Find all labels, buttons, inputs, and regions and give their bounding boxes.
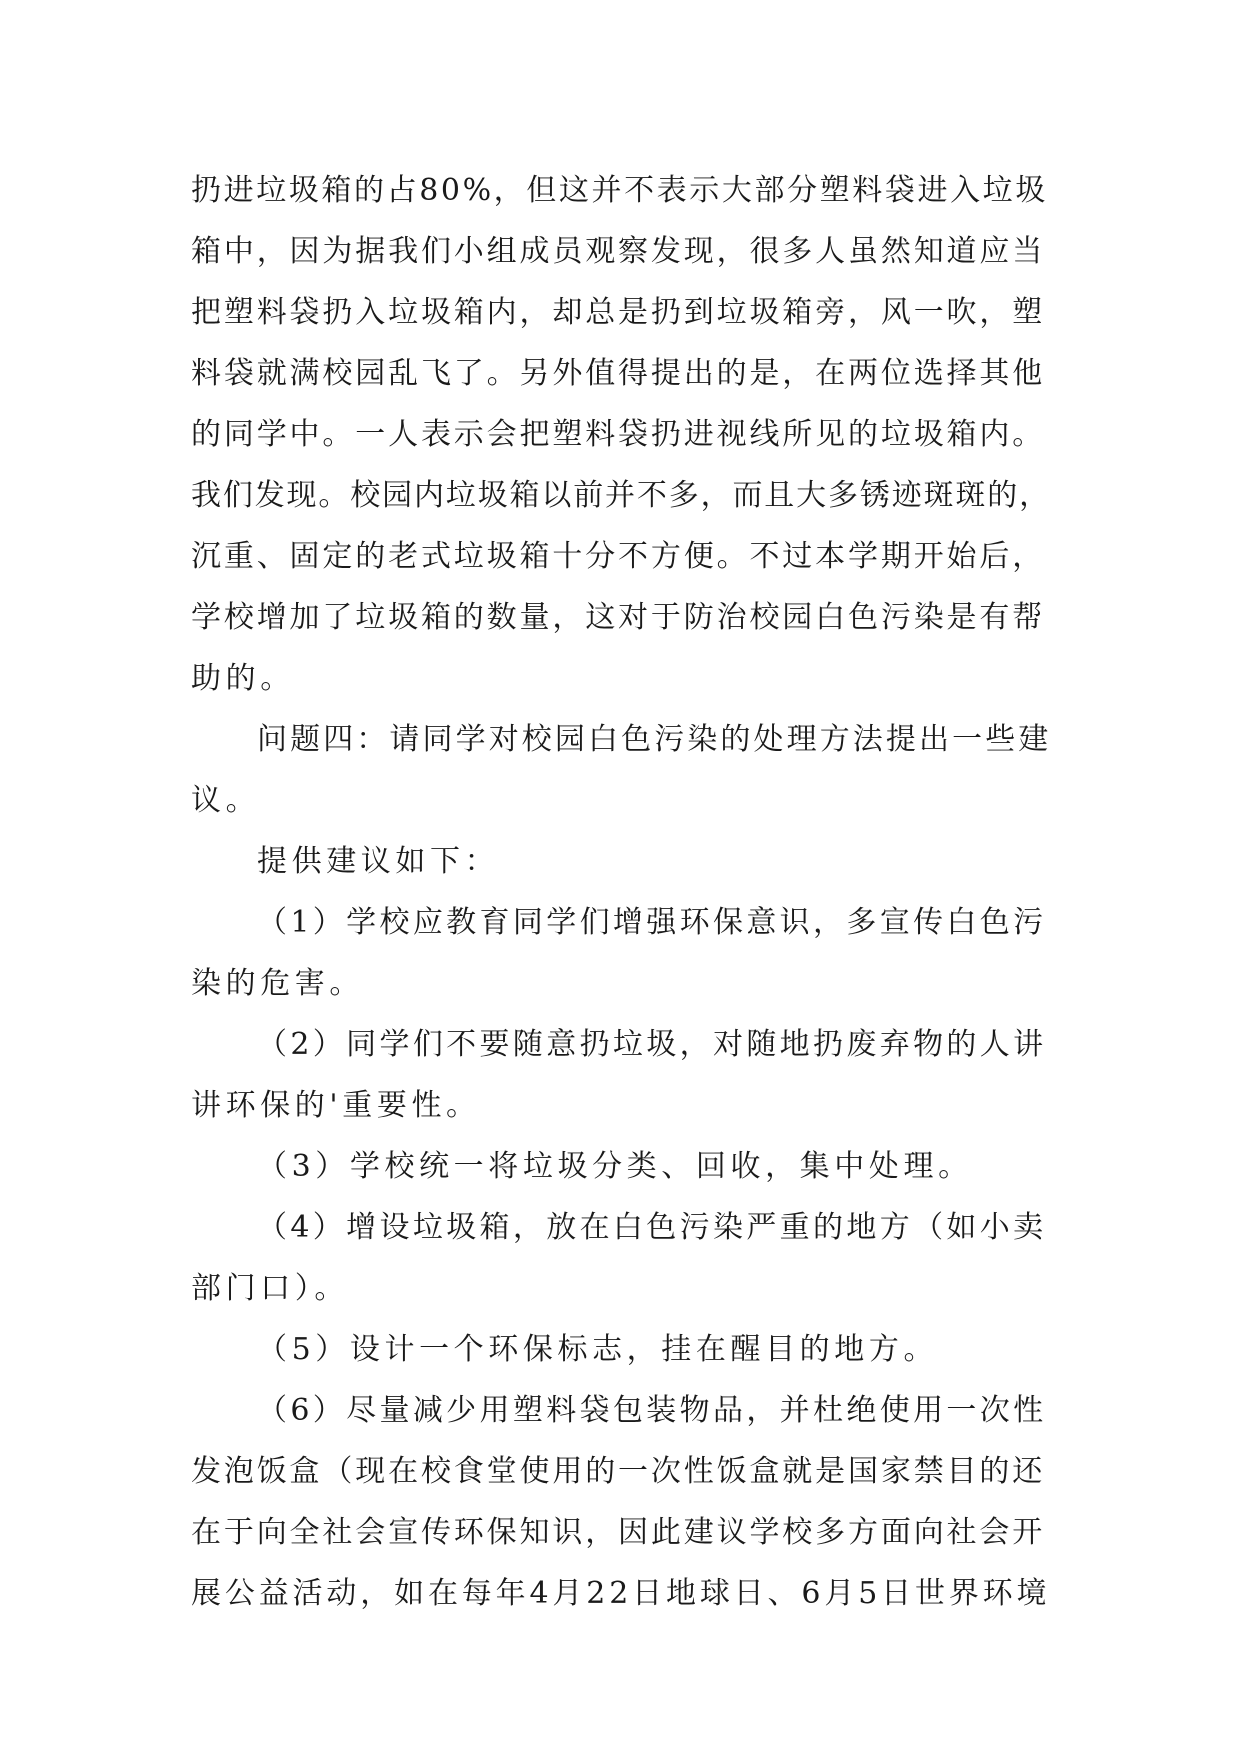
text-line: 在于向全社会宣传环保知识，因此建议学校多方面向社会开: [191, 1515, 1046, 1550]
suggestion-item: （1）学校应教育同学们增强环保意识，多宣传白色污: [257, 905, 1047, 940]
suggestion-item: （3）学校统一将垃圾分类、回收，集中处理。: [257, 1149, 973, 1184]
text-line: 箱中，因为据我们小组成员观察发现，很多人虽然知道应当: [191, 234, 1046, 269]
text-line: 染的危害。: [191, 966, 364, 1001]
text-line: 展公益活动，如在每年4月22日地球日、6月5日世界环境: [191, 1576, 1051, 1611]
suggestion-item: （4）增设垃圾箱，放在白色污染严重的地方（如小卖: [257, 1210, 1047, 1245]
text-line: 学校增加了垃圾箱的数量，这对于防治校园白色污染是有帮: [191, 600, 1046, 635]
text-line: 扔进垃圾箱的占80%，但这并不表示大部分塑料袋进入垃圾: [191, 173, 1048, 208]
text-line: 发泡饭盒（现在校食堂使用的一次性饭盒就是国家禁目的还: [191, 1454, 1046, 1489]
document-page: [191, 160, 1051, 1624]
suggestion-item: （5）设计一个环保标志，挂在醒目的地方。: [257, 1332, 939, 1367]
text-line: 我们发现。校园内垃圾箱以前并不多，而且大多锈迹斑斑的，: [191, 478, 1051, 513]
text-line: 沉重、固定的老式垃圾箱十分不方便。不过本学期开始后，: [191, 539, 1046, 574]
text-line: 部门口）。: [191, 1271, 349, 1306]
text-line: 助的。: [191, 661, 295, 696]
text-line: 的同学中。一人表示会把塑料袋扔进视线所见的垃圾箱内。: [191, 417, 1046, 452]
suggestions-intro: 提供建议如下：: [257, 844, 500, 879]
suggestion-item: （6）尽量减少用塑料袋包装物品，并杜绝使用一次性: [257, 1393, 1047, 1428]
text-line: 料袋就满校园乱飞了。另外值得提出的是，在两位选择其他: [191, 356, 1046, 391]
text-line: 把塑料袋扔入垃圾箱内，却总是扔到垃圾箱旁，风一吹，塑: [191, 295, 1046, 330]
suggestion-item: （2）同学们不要随意扔垃圾，对随地扔废弃物的人讲: [257, 1027, 1047, 1062]
question-heading: 问题四：请同学对校园白色污染的处理方法提出一些建: [257, 722, 1052, 757]
text-line: 议。: [191, 783, 261, 818]
text-line: 讲环保的'重要性。: [191, 1088, 481, 1123]
